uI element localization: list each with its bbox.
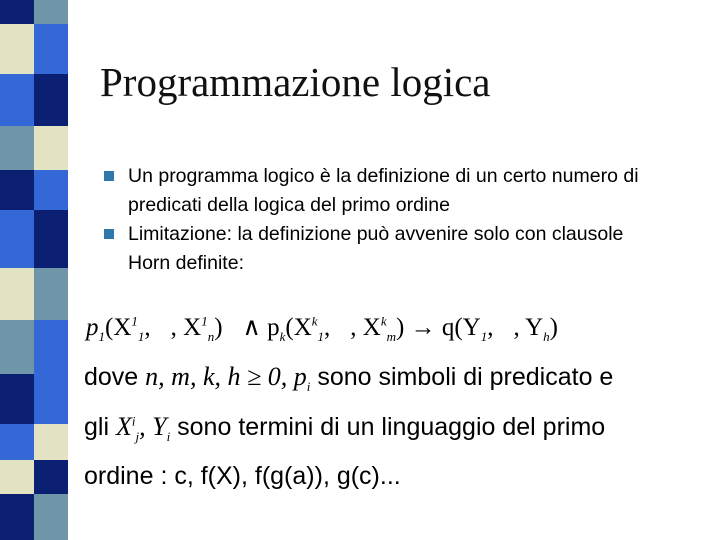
text-line-ordine: ordine : c, f(X), f(g(a)), g(c)... xyxy=(84,462,401,490)
horn-clause-formula: $p_1(X^1_1$, , $X^1_n$) ∧ $p_k(X^k_1$, , $X^k_m) \to q(Y_1$, , $Y_h$) xyxy=(86,313,558,344)
slide-title: Programmazione logica xyxy=(100,59,491,105)
bullet-item xyxy=(104,220,664,278)
bullet-list xyxy=(104,162,664,278)
bullet-square-icon xyxy=(104,229,114,239)
text-line-gli: gli $X^i_j$, $Y_i$ sono termini di un linguaggio del primo xyxy=(84,412,606,445)
bullet-text: Limitazione: la definizione può avvenire solo con clausole Horn definite: xyxy=(128,223,624,274)
text-line-dove: dove n, m, k, h ≥ 0, $p_i$ sono simboli di predicato e xyxy=(84,362,614,395)
decorative-stripe xyxy=(0,0,68,540)
bullet-item xyxy=(104,162,664,220)
bullet-square-icon xyxy=(104,171,114,181)
bullet-text: Un programma logico è la definizione di un certo numero di predicati della logica del primo ordine xyxy=(128,165,639,216)
